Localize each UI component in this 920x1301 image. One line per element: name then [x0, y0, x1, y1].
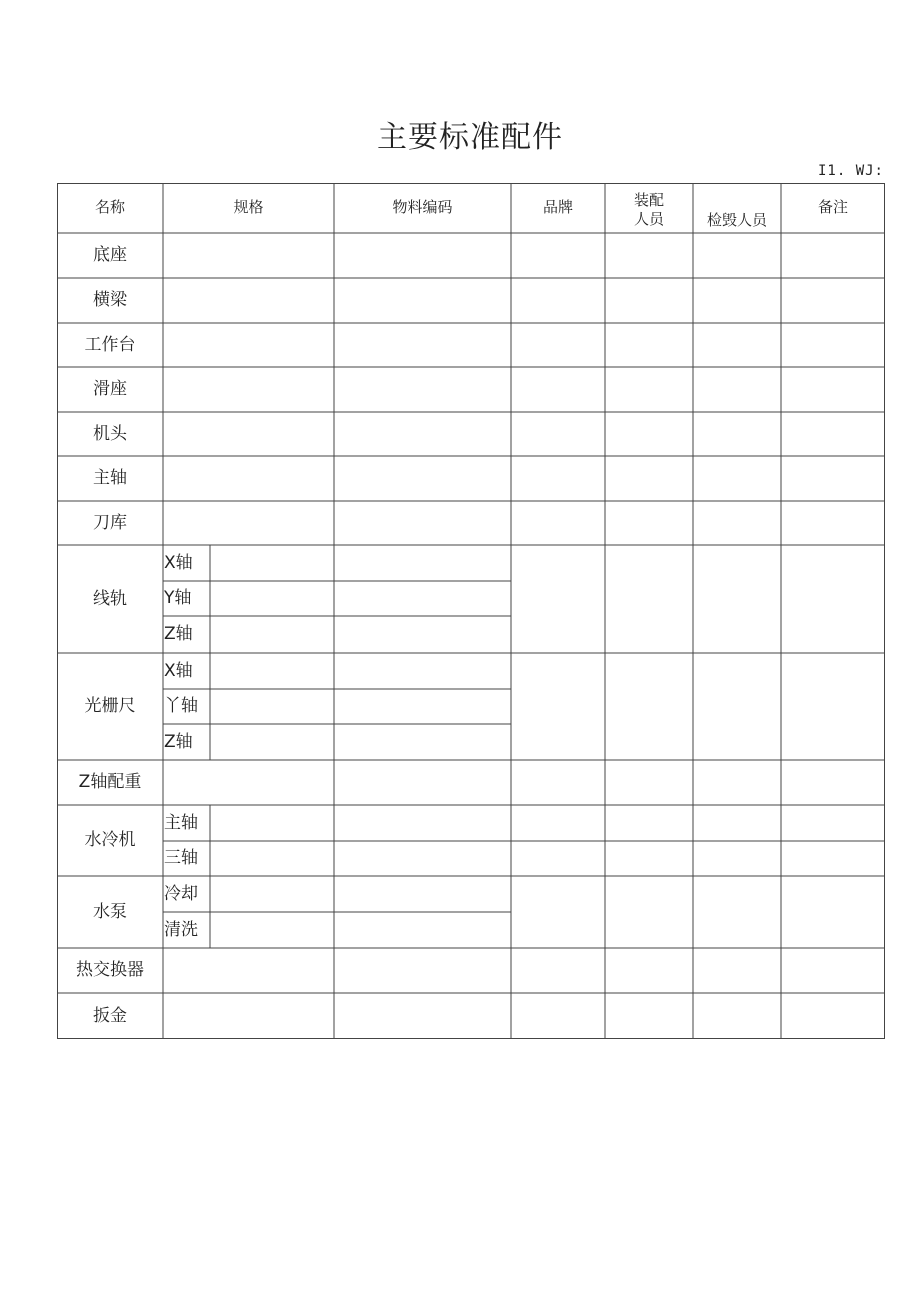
sub-label-chiller-main: 主轴	[164, 812, 198, 833]
sub-label-grating-z: Z轴	[164, 731, 193, 752]
row-name-worktable: 工作台	[84, 334, 136, 355]
row-name-z-counterweight: Z轴配重	[78, 772, 142, 793]
row-name-crossbeam: 横梁	[93, 290, 127, 311]
header-inspector: 检毁人员	[706, 211, 767, 230]
row-name-grating-scale: 光栅尺	[84, 696, 136, 717]
header-material-code: 物料编码	[392, 198, 453, 217]
sub-label-chiller-three: 三轴	[164, 848, 198, 869]
header-brand: 品牌	[542, 198, 573, 217]
header-remark: 备注	[817, 198, 848, 217]
page-title: 主要标准配件	[377, 120, 563, 155]
accessories-table	[57, 183, 885, 1039]
row-name-slide: 滑座	[93, 379, 127, 400]
header-assembler-line2: 人员	[633, 209, 664, 228]
row-name-water-pump: 水泵	[93, 901, 127, 922]
row-name-base: 底座	[93, 245, 127, 266]
sub-label-pump-cooling: 冷却	[164, 883, 198, 904]
sub-label-linear-rail-y: Y轴	[164, 588, 192, 609]
header-name: 名称	[94, 198, 125, 217]
row-name-head: 机头	[93, 423, 127, 444]
row-name-water-chiller: 水冷机	[84, 830, 136, 851]
row-name-heat-exchanger: 热交换器	[76, 960, 144, 981]
date-code: I1. WJ:	[817, 163, 884, 179]
header-assembler	[605, 183, 693, 233]
sub-label-pump-cleaning: 清洗	[164, 919, 198, 940]
row-name-tool-magazine: 刀库	[93, 512, 127, 533]
header-spec: 规格	[233, 198, 264, 217]
row-name-spindle: 主轴	[93, 468, 127, 489]
sub-label-grating-y: 丫轴	[164, 696, 198, 717]
sub-label-linear-rail-z: Z轴	[164, 624, 193, 645]
sub-label-grating-x: X轴	[164, 660, 193, 681]
row-name-sheet-metal: 扳金	[93, 1005, 127, 1026]
sub-label-linear-rail-x: X轴	[164, 552, 193, 573]
header-assembler-line1: 装配	[633, 191, 664, 209]
row-name-linear-rail: 线轨	[93, 588, 127, 609]
